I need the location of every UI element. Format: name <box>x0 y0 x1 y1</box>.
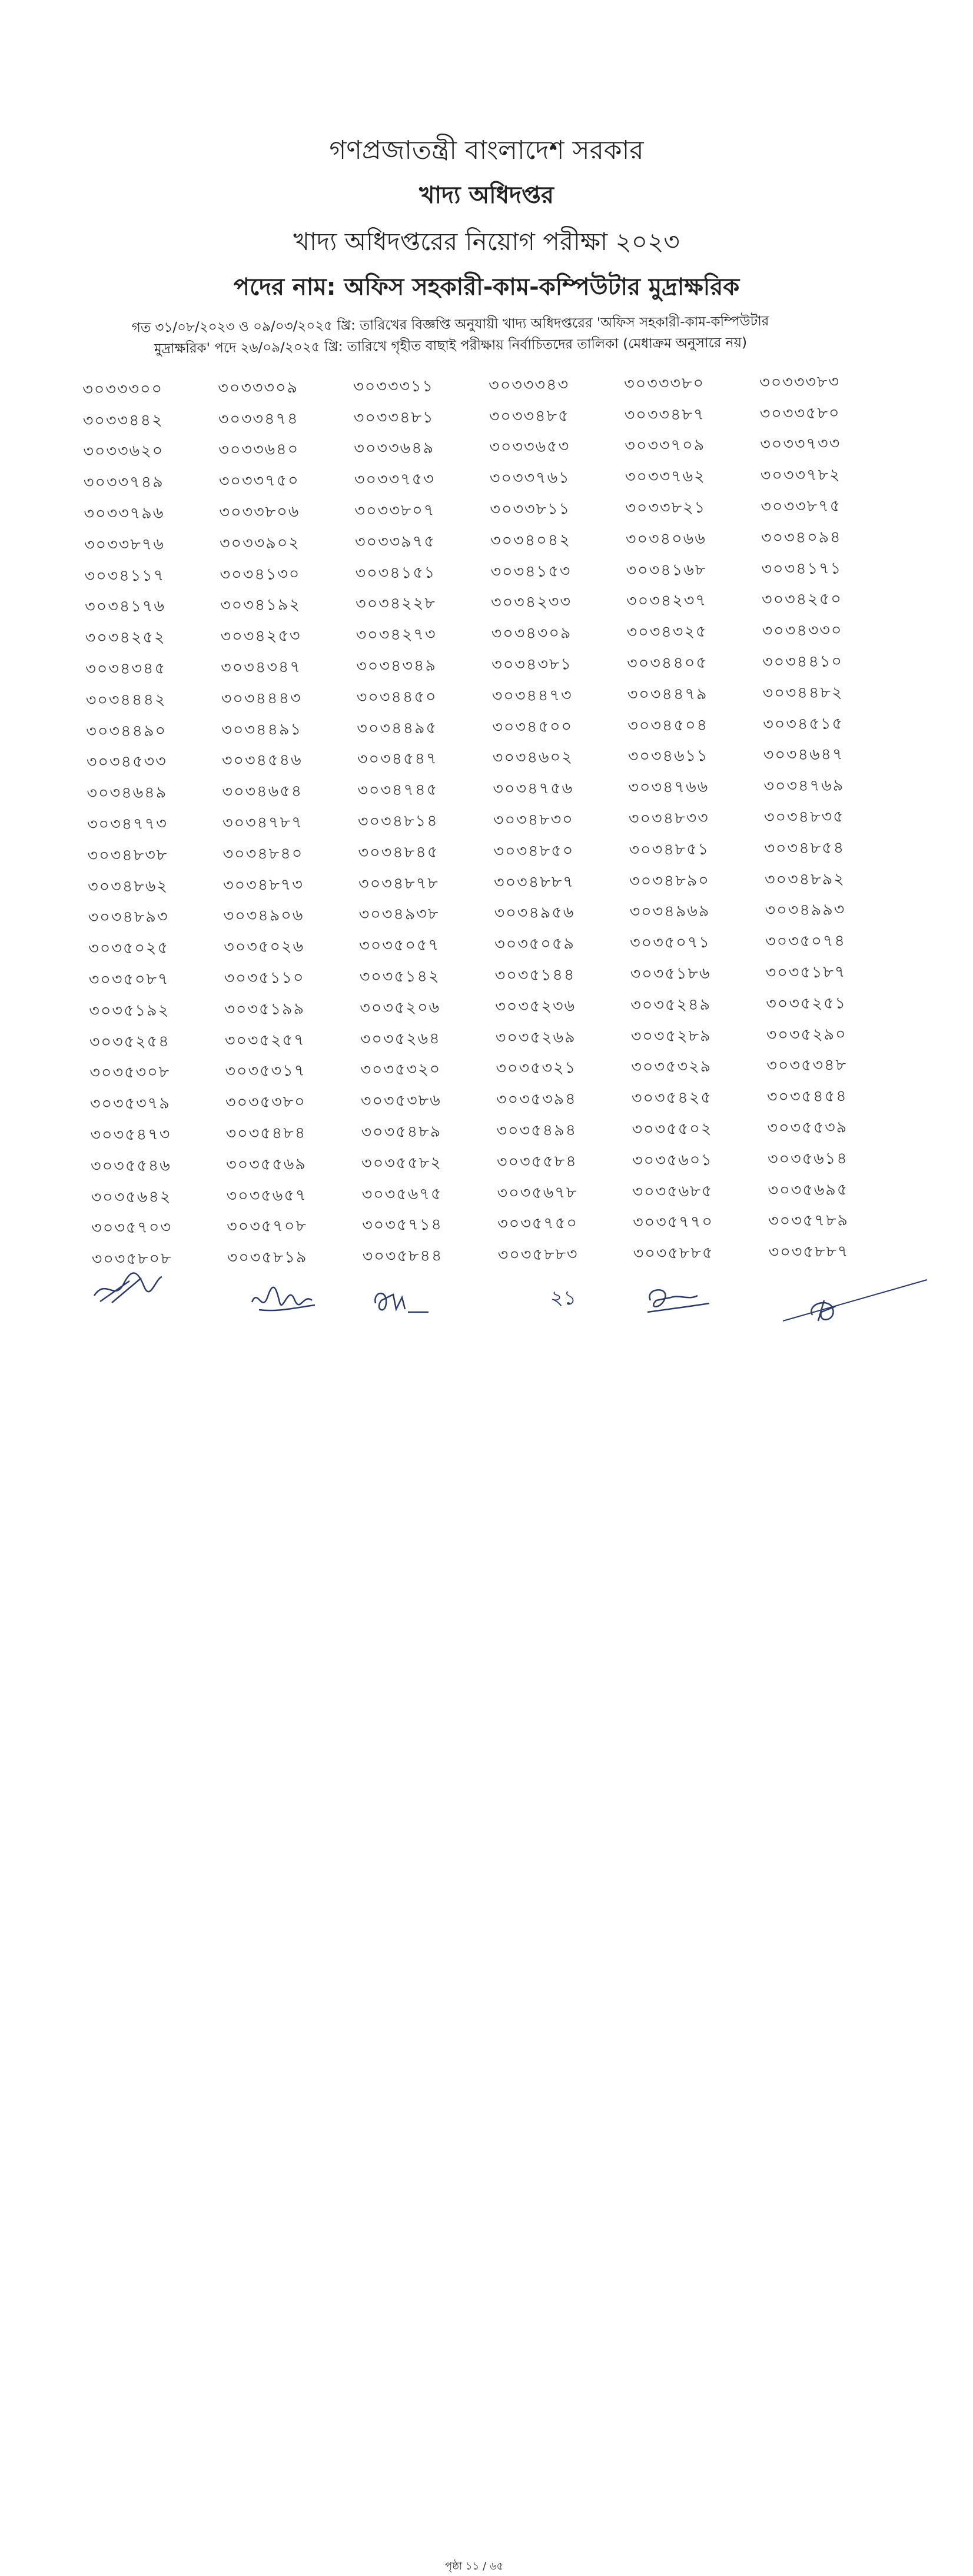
roll-number: ৩০৩৪৩০৯ <box>491 624 572 644</box>
roll-number: ৩০৩৫১৮৭ <box>765 963 846 982</box>
roll-number: ৩০৩৩৩০০ <box>82 380 164 399</box>
roll-number: ৩০৩৫০৫৯ <box>494 934 576 954</box>
roll-number: ৩০৩৫৪৮৯ <box>361 1122 442 1142</box>
roll-number: ৩০৩৩৮০৭ <box>354 501 436 521</box>
page-number: পৃষ্ঠা ১১ / ৬৫ <box>445 2560 504 2572</box>
roll-number: ৩০৩৪৩২৫ <box>626 623 708 642</box>
roll-number: ৩০৩৩৬৫৩ <box>489 437 570 457</box>
roll-number: ৩০৩৫৮৮৫ <box>633 1244 714 1263</box>
roll-number: ৩০৩৫৩২১ <box>496 1059 577 1079</box>
roll-number: ৩০৩৩৭৮২ <box>760 465 841 485</box>
signature-2-icon <box>247 1276 324 1317</box>
roll-number: ৩০৩৫৪৭৩ <box>90 1125 171 1144</box>
roll-number: ৩০৩৪২৫৩ <box>220 627 301 646</box>
roll-number: ৩০৩৪২৭৩ <box>356 625 437 645</box>
roll-number: ৩০৩৪২৫০ <box>761 590 843 610</box>
roll-number: ৩০৩৫২৫৭ <box>224 1030 305 1050</box>
roll-number: ৩০৩৪৮১৪ <box>357 811 439 831</box>
roll-number: ৩০৩৪১৬৮ <box>626 560 707 580</box>
roll-number: ৩০৩৪৮৪৫ <box>358 843 439 862</box>
roll-number: ৩০৩৩৮৭৫ <box>761 497 842 517</box>
signature-footer <box>0 1265 973 2572</box>
roll-number: ৩০৩৪৫৩৩ <box>86 752 167 772</box>
roll-number: ৩০৩৩৯০২ <box>219 534 301 553</box>
roll-number: ৩০৩৪৬০২ <box>492 748 573 768</box>
roll-number: ৩০৩৩৮১১ <box>490 500 571 519</box>
roll-number: ৩০৩৪৮৩৫ <box>763 807 845 827</box>
roll-number: ৩০৩৫৪৫৪ <box>766 1087 848 1107</box>
roll-number: ৩০৩৪৮৮৭ <box>493 872 575 892</box>
signature-1-icon <box>88 1266 165 1307</box>
roll-number: ৩০৩৪৭৫৬ <box>493 779 574 798</box>
roll-number: ৩০৩৪৬৪৭ <box>763 745 844 765</box>
roll-number: ৩০৩৪৮৭৮ <box>358 874 440 893</box>
roll-number: ৩০৩৫২৮৯ <box>630 1026 712 1046</box>
roll-number: ৩০৩৫১৪২ <box>359 967 440 987</box>
roll-number: ৩০৩৫২৯০ <box>766 1025 847 1044</box>
roll-number: ৩০৩৪৯৯৩ <box>765 900 846 920</box>
roll-number: ৩০৩৩৭০৯ <box>625 436 706 455</box>
roll-number: ৩০৩৪৪৯০ <box>86 721 167 741</box>
roll-number: ৩০৩৪১৭৬ <box>84 597 166 617</box>
roll-number: ৩০৩৩৭৩৩ <box>760 435 841 454</box>
roll-number: ৩০৩৩৭৬২ <box>625 467 706 487</box>
roll-number: ৩০৩৫৭০৮ <box>227 1217 308 1236</box>
roll-number: ৩০৩৩৮০৬ <box>219 502 300 522</box>
roll-number: ৩০৩৫৮৮৩ <box>497 1245 579 1264</box>
roll-number: ৩০৩৩৩৪৩ <box>489 375 570 395</box>
roll-number: ৩০৩৩৩৮৩ <box>759 372 841 392</box>
roll-number: ৩০৩৪৮৩০ <box>493 810 574 830</box>
roll-number: ৩০৩৫০২৬ <box>224 937 305 957</box>
roll-number: ৩০৩৩৪৮৫ <box>489 407 570 426</box>
roll-number: ৩০৩৫৮১৯ <box>227 1248 308 1267</box>
roll-number: ৩০৩৪৮৫১ <box>629 840 710 860</box>
roll-number: ৩০৩৫০২৫ <box>88 938 170 958</box>
roll-number: ৩০৩৩৬৪০ <box>218 440 300 460</box>
notice-line-1: গত ৩১/০৮/২০২৩ ও ০৯/০৩/২০২৫ খ্রি: তারিখের বিজ্ঞপ্তি অনুযায়ী খাদ্য অধিদপ্তরের 'অফিস সহকারী-কাম-কম্পিউটার <box>131 314 769 336</box>
roll-number: ৩০৩৪৯০৬ <box>223 906 304 926</box>
roll-number: ৩০৩৫৬৭৮ <box>497 1183 578 1203</box>
roll-number: ৩০৩৫১৪৪ <box>494 966 576 985</box>
roll-number: ৩০৩৪৮৬২ <box>87 877 169 896</box>
roll-number: ৩০৩৫৪৮৪ <box>225 1124 307 1143</box>
roll-number: ৩০৩৫২৬৪ <box>360 1029 441 1049</box>
roll-number: ৩০৩৫৮৮৭ <box>768 1242 849 1262</box>
roll-number: ৩০৩৫৩২৯ <box>631 1057 712 1077</box>
roll-number: ৩০৩৪১১৭ <box>84 566 165 585</box>
roll-number: ৩০৩৪৪০৫ <box>627 653 708 673</box>
roll-number: ৩০৩৫১৯২ <box>89 1001 170 1020</box>
roll-number: ৩০৩৫৪৯৪ <box>496 1121 577 1140</box>
roll-number: ৩০৩৩৭৬১ <box>489 468 570 488</box>
roll-number: ৩০৩৪৮৩৮ <box>87 846 168 865</box>
roll-number: ৩০৩৪০৯৪ <box>761 528 842 547</box>
roll-number: ৩০৩৪২২৮ <box>355 594 437 614</box>
roll-number: ৩০৩৫৮০৮ <box>91 1249 172 1269</box>
roll-number: ৩০৩৪১৫১ <box>355 563 436 583</box>
roll-number: ৩০৩৪৫১৫ <box>763 714 844 734</box>
roll-number: ৩০৩৩৭৪৯ <box>83 472 164 492</box>
roll-number: ৩০৩৪৭৪৫ <box>357 780 439 800</box>
exam-title: খাদ্য অধিদপ্তরের নিয়োগ পরীক্ষা ২০২৩ <box>293 227 680 256</box>
roll-number: ৩০৩৩৭৫০ <box>218 471 300 491</box>
roll-number: ৩০৩৫২৬৯ <box>495 1027 576 1047</box>
roll-number: ৩০৩৩৩৮০ <box>624 374 705 394</box>
roll-number: ৩০৩৩৬২০ <box>83 442 164 461</box>
roll-number: ৩০৩৪৫৪৭ <box>357 750 438 769</box>
roll-number: ৩০৩৪৪৮২ <box>762 683 844 703</box>
roll-number: ৩০৩৪৮৭৩ <box>223 875 304 895</box>
roll-number: ৩০৩৫২৩৬ <box>495 997 576 1016</box>
roll-number: ৩০৩৫৭৮৯ <box>768 1211 849 1231</box>
department-title: খাদ্য অধিদপ্তর <box>419 182 554 209</box>
roll-number: ৩০৩৫৩১৭ <box>225 1061 306 1081</box>
roll-number: ৩০৩৫৭৭০ <box>632 1213 714 1232</box>
roll-number: ৩০৩৪৮৪০ <box>223 844 304 864</box>
roll-number: ৩০৩৩৬৪৯ <box>354 439 435 458</box>
roll-number: ৩০৩৪৯৫৬ <box>494 903 575 923</box>
roll-number: ৩০৩৫০৫৭ <box>359 936 440 956</box>
post-name: পদের নাম: অফিস সহকারী-কাম-কম্পিউটার মুদ্রাক্ষরিক <box>233 274 740 301</box>
roll-number: ৩০৩৩৩১১ <box>353 377 434 397</box>
roll-number: ৩০৩৪৪৪৩ <box>221 688 302 708</box>
roll-number-grid <box>82 367 904 1276</box>
roll-number: ৩০৩৫৫৮৪ <box>496 1152 577 1171</box>
roll-number: ৩০৩৪১৭১ <box>761 559 842 578</box>
roll-number: ৩০৩৪০৬৬ <box>625 529 706 549</box>
roll-number: ৩০৩৪৩৩০ <box>762 621 843 641</box>
notice-text <box>97 310 804 360</box>
roll-number: ৩০৩৫৩৮০ <box>225 1093 306 1112</box>
roll-number: ৩০৩৫৬৭৫ <box>361 1184 443 1204</box>
roll-number: ৩০৩৫২৫৪ <box>89 1032 170 1051</box>
roll-number: ৩০৩৫৬০১ <box>632 1150 713 1170</box>
roll-number: ৩০৩৫২০৬ <box>360 998 441 1017</box>
signature-3-icon <box>370 1283 434 1318</box>
roll-number: ৩০৩৫৫৪৬ <box>90 1156 172 1176</box>
roll-number: ৩০৩৫২৫১ <box>766 994 847 1013</box>
roll-number: ৩০৩৩৪৮১ <box>353 408 434 427</box>
roll-number: ৩০৩৪৪১০ <box>762 652 844 671</box>
signature-4-icon <box>639 1283 715 1318</box>
roll-number: ৩০৩৪৩৪৭ <box>221 658 302 677</box>
roll-number: ৩০৩৩৮৭৬ <box>84 535 165 554</box>
roll-number: ৩০৩৫৩৯৪ <box>496 1090 577 1109</box>
roll-number: ৩০৩৪৬১১ <box>627 747 709 766</box>
roll-number: ৩০৩৫৩৭৯ <box>89 1094 171 1114</box>
roll-number: ৩০৩৪২৫২ <box>85 628 166 648</box>
signature-5-icon <box>777 1265 930 1330</box>
roll-number: ৩০৩৪৪৭৯ <box>627 684 708 704</box>
roll-number: ৩০৩৫৭০৩ <box>91 1218 172 1238</box>
roll-number: ৩০৩৪৪৯৫ <box>357 718 438 738</box>
roll-number: ৩০৩৪৭৬৯ <box>763 776 845 796</box>
roll-number: ৩০৩৪৯৩৮ <box>358 905 440 924</box>
roll-number: ৩০৩৪৬৫৪ <box>222 782 303 801</box>
roll-number: ৩০৩৪১৩০ <box>220 564 301 584</box>
roll-number: ৩০৩৫৫৩৯ <box>767 1118 848 1137</box>
roll-number: ৩০৩৪৬৪৯ <box>87 783 168 803</box>
roll-number: ৩০৩৩৫৮০ <box>759 404 841 423</box>
roll-number: ৩০৩৫৩৪৮ <box>766 1056 848 1076</box>
roll-number: ৩০৩৪৩৪৫ <box>85 659 167 679</box>
roll-number: ৩০৩৩৯৭৫ <box>354 532 436 552</box>
roll-number: ৩০৩৫৫৬৯ <box>225 1154 307 1174</box>
roll-number: ৩০৩৫৪২৫ <box>631 1089 712 1108</box>
roll-number: ৩০৩৫৫০২ <box>632 1119 713 1139</box>
stamp-number: ২১ <box>550 1286 577 1310</box>
roll-number: ৩০৩৫৫৮২ <box>361 1153 443 1173</box>
roll-number: ৩০৩৩৪৪২ <box>82 411 164 430</box>
roll-number: ৩০৩৩৩০৯ <box>218 378 299 398</box>
roll-number: ৩০৩৪৮৫০ <box>493 841 574 861</box>
roll-number: ৩০৩৪৩৪৯ <box>356 656 437 676</box>
roll-number: ৩০৩৫০৭১ <box>629 933 711 953</box>
roll-number: ৩০৩৪৪৯১ <box>221 720 303 740</box>
roll-number: ৩০৩৪৪৪২ <box>85 690 167 710</box>
roll-number: ৩০৩৫৬৪২ <box>91 1187 172 1207</box>
roll-number: ৩০৩৩৮২১ <box>625 498 706 518</box>
roll-number: ৩০৩৫৬৮৫ <box>632 1182 713 1201</box>
roll-number: ৩০৩৫৩২০ <box>360 1060 441 1080</box>
government-title: গণপ্রজাতন্ত্রী বাংলাদেশ সরকার <box>329 135 644 165</box>
roll-number: ৩০৩৫৭৫০ <box>497 1214 579 1234</box>
roll-number: ৩০৩৫৬৫৭ <box>226 1186 307 1206</box>
roll-number: ৩০৩৪৮৯০ <box>629 871 710 890</box>
roll-number: ৩০৩৪৮৯২ <box>764 870 845 889</box>
roll-number: ৩০৩৫২৪৯ <box>630 995 712 1015</box>
roll-number: ৩০৩৪৮৯৩ <box>88 907 169 927</box>
roll-number: ৩০৩৪৭৬৬ <box>628 778 709 797</box>
roll-number: ৩০৩৪৭৮৭ <box>222 813 303 833</box>
roll-number: ৩০৩৫৬১৪ <box>767 1149 848 1169</box>
roll-number: ৩০৩৪৪৫০ <box>356 687 437 707</box>
roll-number: ৩০৩৫৬৯৫ <box>768 1180 849 1200</box>
roll-number: ৩০৩৪১৫৩ <box>490 561 572 581</box>
roll-number: ৩০৩৪৫০৪ <box>627 715 709 735</box>
roll-number: ৩০৩৪৫০০ <box>492 717 573 737</box>
roll-number: ৩০৩৫০৭৪ <box>765 931 846 951</box>
roll-number: ৩০৩৫১১০ <box>224 969 305 988</box>
roll-number: ৩০৩৩৪৮৭ <box>624 405 705 425</box>
roll-number: ৩০৩৪০৪২ <box>490 531 571 550</box>
roll-number: ৩০৩৫১৯৯ <box>224 999 305 1019</box>
roll-number: ৩০৩৫০৮৭ <box>88 970 170 989</box>
roll-number: ৩০৩৪২৩৩ <box>490 593 572 613</box>
roll-number: ৩০৩৪৯৬৯ <box>629 902 710 921</box>
roll-number: ৩০৩৪৭৭৩ <box>87 814 168 834</box>
roll-number: ৩০৩৫৩৮৬ <box>360 1091 441 1111</box>
roll-number: ৩০৩৪৮৫৪ <box>764 838 845 858</box>
roll-number: ৩০৩৪৫৪৬ <box>221 751 303 771</box>
roll-number: ৩০৩৩৭৯৬ <box>84 504 165 524</box>
roll-number: ৩০৩৪২৩৭ <box>626 591 708 611</box>
roll-number: ৩০৩৩৭৫৩ <box>354 470 435 490</box>
notice-line-2: মুদ্রাক্ষরিক' পদে ২৬/০৯/২০২৫ খ্রি: তারিখে গৃহীত বাছাই পরীক্ষায় নির্বাচিতদের তালিকা (মেধাক্রম অনুসারে নয়) <box>154 335 748 357</box>
roll-number: ৩০৩৫৭১৪ <box>361 1216 443 1235</box>
roll-number: ৩০৩৫৩০৮ <box>89 1063 171 1083</box>
roll-number: ৩০৩৪৮৩৩ <box>628 808 709 828</box>
roll-number: ৩০৩৪১৯২ <box>220 595 301 615</box>
roll-number: ৩০৩৫৮৪৪ <box>362 1246 443 1266</box>
roll-number: ৩০৩৩৪৭৪ <box>218 409 299 429</box>
roll-number: ৩০৩৫১৮৬ <box>630 964 711 984</box>
roll-number: ৩০৩৪৩৮১ <box>492 655 573 674</box>
roll-number: ৩০৩৪৪৭৩ <box>492 686 573 705</box>
